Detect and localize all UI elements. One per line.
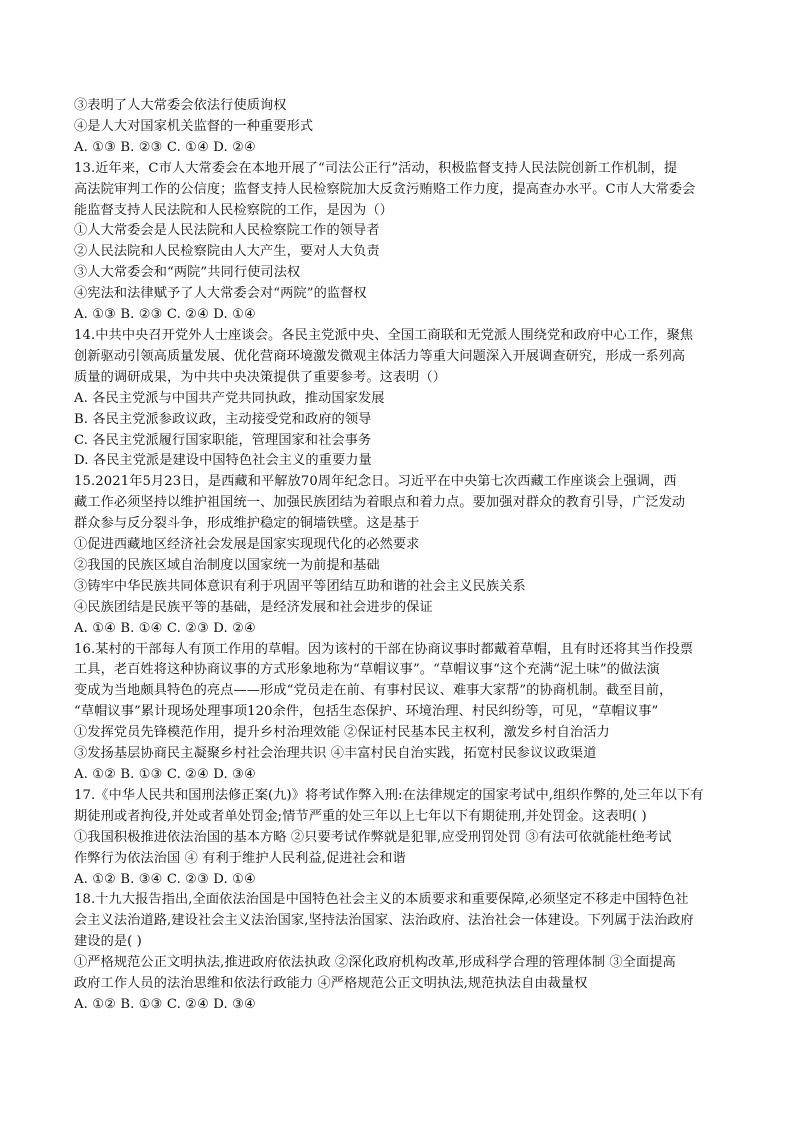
text-line: ③人大常委会和“两院”共同行使司法权 [74, 265, 301, 281]
question-14: 14.中共中央召开党外人士座谈会。各民主党派中央、全国工商联和无党派人围绕党和政府中心工作，聚焦 [74, 327, 694, 343]
text-line: 质量的调研成果，为中共中央决策提供了重要参考。这表明（） [74, 369, 447, 385]
answer-options: A. ①③ B. ②③ C. ②④ D. ①④ [74, 307, 256, 323]
question-15: 15.2021年5月23日，是西藏和平解放70周年纪念日。习近平在中央第七次西藏工作座谈会上强调，西 [74, 474, 677, 490]
text-line: 期徒刑或者拘役,并处或者单处罚金;情节严重的处三年以上七年以下有期徒刑,并处罚金。这表明( ) [74, 808, 647, 824]
text-line: 建设的是( ) [74, 934, 142, 950]
text-line: 变成为当地颇具特色的亮点——形成“党员走在前、有事村民议、难事大家帮”的协商机制。截至目前， [74, 683, 673, 699]
answer-options: A. ①④ B. ①④ C. ②③ D. ②④ [74, 620, 256, 636]
option-b: B. 各民主党派参政议政，主动接受党和政府的领导 [74, 411, 372, 427]
text-line: ①我国积极推进依法治国的基本方略 ②只要考试作弊就是犯罪,应受刑罚处罚 ③有法可依就能杜绝考试 [74, 829, 672, 845]
text-line: 群众参与反分裂斗争，形成维护稳定的铜墙铁壁。这是基于 [74, 516, 420, 532]
text-line: ③发扬基层协商民主凝聚乡村社会治理共识 ④丰富村民自治实践，拓宽村民参议议政渠道 [74, 746, 597, 762]
text-line: 作弊行为依法治国 ④ 有利于维护人民利益,促进社会和谐 [74, 850, 406, 866]
text-line: ①严格规范公正文明执法,推进政府依法执政 ②深化政府机构改革,形成科学合理的管理体制 ③全面提高 [74, 955, 676, 971]
question-13: 13.近年来，C市人大常委会在本地开展了“司法公正行”活动，积极监督支持人民法院创新工作机制，提 [74, 160, 678, 176]
text-line: ①人大常委会是人民法院和人民检察院工作的领导者 [74, 223, 380, 239]
text-line: 创新驱动引领高质量发展、优化营商环境激发微观主体活力等重大问题深入开展调查研究，形成一系列高 [74, 348, 686, 364]
text-line: ②我国的民族区域自治制度以国家统一为前提和基础 [74, 557, 380, 573]
text-line: ④是人大对国家机关监督的一种重要形式 [74, 118, 314, 134]
answer-options: A. ①② B. ①③ C. ②④ D. ③④ [74, 767, 256, 782]
document-page [74, 96, 724, 1016]
text-line: ①发挥党员先锋模范作用，提升乡村治理效能 ②保证村民基本民主权利，激发乡村自治活力 [74, 725, 610, 741]
option-c: C. 各民主党派履行国家职能，管理国家和社会事务 [74, 432, 372, 448]
question-17: 17.《中华人民共和国刑法修正案(九)》将考试作弊入刑:在法律规定的国家考试中,组织作弊的,处三年以下有 [74, 787, 704, 803]
option-d: D. 各民主党派是建设中国特色社会主义的重要力量 [74, 453, 372, 469]
text-line: ①促进西藏地区经济社会发展是国家实现现代化的必然要求 [74, 537, 420, 553]
text-line: 高法院审判工作的公信度；监督支持人民检察院加大反贪污贿赂工作力度，提高查办水平。C市人大常委会 [74, 181, 696, 197]
question-18: 18.十九大报告指出,全面依法治国是中国特色社会主义的本质要求和重要保障,必须坚定不移走中国特色社 [74, 892, 689, 908]
text-line: 会主义法治道路,建设社会主义法治国家,坚持法治国家、法治政府、法治社会一体建设。下列属于法治政府 [74, 913, 694, 929]
text-line: ②人民法院和人民检察院由人大产生，要对人大负责 [74, 244, 380, 260]
text-line: ③铸牢中华民族共同体意识有利于巩固平等团结互助和谐的社会主义民族关系 [74, 578, 526, 594]
text-line: 政府工作人员的法治思维和依法行政能力 ④严格规范公正文明执法,规范执法自由裁量权 [74, 976, 588, 992]
answer-options: A. ①③ B. ②③ C. ①④ D. ②④ [74, 139, 256, 155]
answer-options: A. ①② B. ③④ C. ②③ D. ①④ [74, 871, 256, 887]
answer-options: A. ①② B. ①③ C. ②④ D. ③④ [74, 996, 256, 1012]
text-line: 藏工作必须坚持以维护祖国统一、加强民族团结为着眼点和着力点。要加强对群众的教育引导，广泛发动 [74, 495, 686, 511]
option-a: A. 各民主党派与中国共产党共同执政，推动国家发展 [74, 390, 385, 406]
text-line: ③表明了人大常委会依法行使质询权 [74, 98, 287, 113]
text-line: 工具，老百姓将这种协商议事的方式形象地称为“草帽议事”。“草帽议事“这个充满“泥土味”的做法演 [74, 662, 660, 678]
text-line: “草帽议事”累计现场处理事项120余件，包括生态保护、环境治理、村民纠纷等，可见，“草帽议事” [74, 704, 659, 720]
text-line: 能监督支持人民法院和人民检察院的工作，是因为（） [74, 202, 393, 218]
text-line: ④民族团结是民族平等的基础，是经济发展和社会进步的保证 [74, 599, 433, 615]
question-16: 16.某村的干部每人有顶工作用的草帽。因为该村的干部在协商议事时都戴着草帽，且有时还将其当作投票 [74, 641, 694, 657]
text-line: ④宪法和法律赋予了人大常委会对“两院”的监督权 [74, 286, 367, 302]
